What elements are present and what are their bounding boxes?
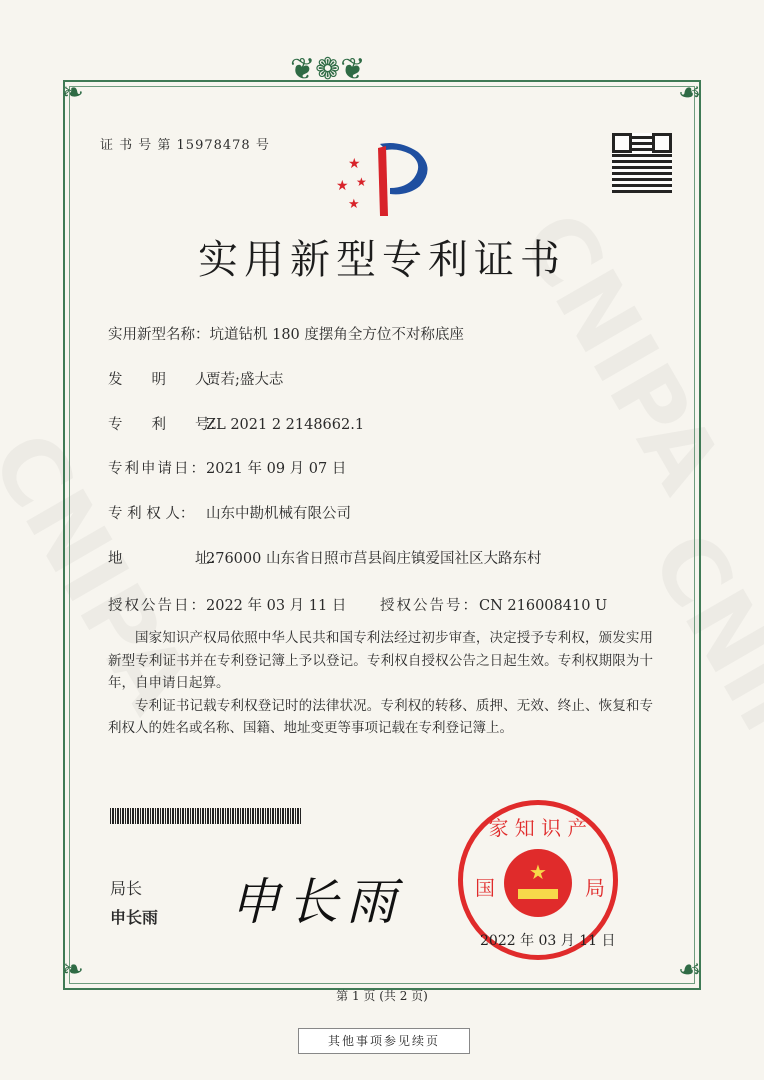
field-value: 2021 年 09 月 07 日	[206, 461, 347, 477]
field-value: ZL 2021 2 2148662.1	[206, 417, 365, 433]
svg-text:★: ★	[529, 860, 547, 884]
application-date	[108, 457, 346, 478]
corner-ornament-icon: ❧	[62, 955, 84, 985]
field-label: 专 利 号：	[108, 417, 224, 433]
patentee	[108, 502, 351, 523]
corner-ornament-icon: ☙	[678, 955, 702, 985]
field-label: 实用新型名称：	[108, 327, 210, 343]
field-label: 地 址：	[108, 551, 224, 567]
patent-number	[108, 413, 364, 434]
svg-text:家 知 识 产: 家 知 识 产	[488, 816, 588, 840]
field-value: CN 216008410 U	[479, 598, 608, 614]
svg-text:★: ★	[348, 197, 360, 212]
director-title: 局长	[110, 879, 143, 898]
grant-announcement-date	[108, 594, 346, 615]
field-value: 坑道钻机 180 度摆角全方位不对称底座	[209, 327, 464, 343]
svg-text:国: 国	[475, 876, 495, 900]
statement-line: 新型专利证书并在专利登记簿上予以登记。专利权自授权公告之日起生效。专利权期限为十	[108, 652, 653, 669]
svg-text:★: ★	[348, 156, 361, 172]
director-signature: 申长雨	[230, 873, 404, 931]
cnipa-logo-icon	[328, 138, 440, 220]
address	[108, 547, 541, 568]
corner-ornament-icon: ☙	[678, 78, 702, 108]
svg-text:★: ★	[336, 178, 349, 194]
svg-text:局: 局	[585, 876, 605, 900]
field-label: 发 明 人：	[108, 372, 224, 388]
document-title: 实用新型专利证书	[198, 237, 566, 283]
statement-line: 利权人的姓名或名称、国籍、地址变更等事项记载在专利登记簿上。	[108, 720, 513, 736]
statement-line: 年，自申请日起算。	[108, 675, 230, 691]
legal-statement	[108, 627, 653, 740]
director-name: 申长雨	[110, 908, 159, 927]
field-label: 专 利 权 人：	[108, 506, 195, 522]
utility-model-name	[108, 323, 464, 344]
page-indicator: 第 1 页 (共 2 页)	[336, 989, 428, 1003]
svg-text:★: ★	[356, 175, 367, 189]
continuation-note: 其他事项参见续页	[298, 1028, 470, 1054]
field-label: 授权公告日：	[108, 598, 207, 614]
field-value: 276000 山东省日照市莒县阎庄镇爱国社区大路东村	[206, 551, 542, 567]
field-value: 贾若;盛大志	[206, 372, 284, 388]
top-ornament-icon: ❦❁❦	[290, 52, 366, 87]
corner-ornament-icon: ❧	[62, 78, 84, 108]
inventors	[108, 368, 283, 389]
statement-line: 专利证书记载专利权登记时的法律状况。专利权的转移、质押、无效、终止、恢复和专	[135, 697, 653, 714]
field-value: 2022 年 03 月 11 日	[206, 598, 347, 614]
statement-line: 国家知识产权局依照中华人民共和国专利法经过初步审查，决定授予专利权，颁发实用	[135, 630, 653, 646]
grant-announcement-number	[380, 594, 607, 615]
barcode	[110, 808, 302, 824]
field-value: 山东中勘机械有限公司	[206, 506, 351, 522]
seal-date: 2022 年 03 月 11 日	[480, 933, 616, 949]
certificate-number: 证 书 号 第 15978478 号	[100, 138, 270, 153]
field-label: 专利申请日：	[108, 461, 207, 477]
qr-code	[612, 133, 672, 193]
field-label: 授权公告号：	[380, 598, 479, 614]
